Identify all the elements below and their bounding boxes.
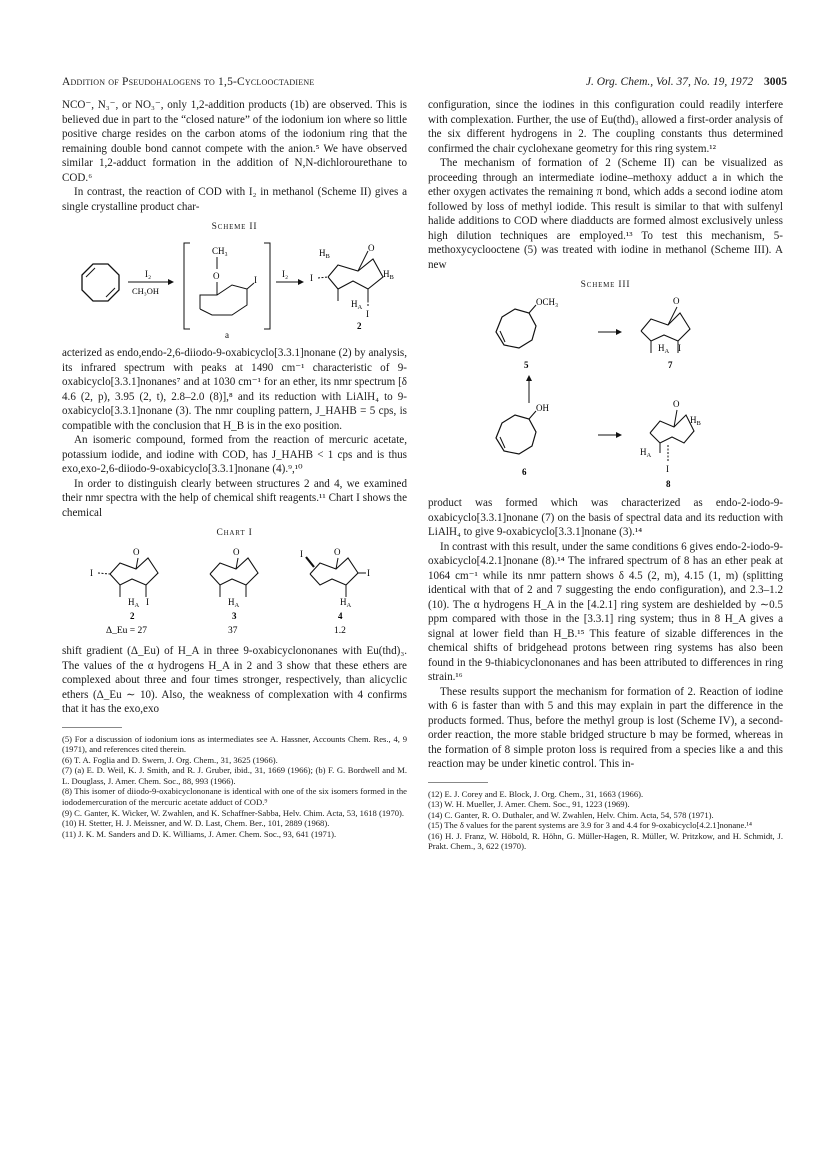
scheme-ii <box>62 220 407 340</box>
shift-value: Δ_Eu = 27 <box>106 625 148 636</box>
footnote: (9) C. Ganter, K. Wicker, W. Zwahlen, and K. Schaffner-Sabba, Helv. Chim. Acta, 53, 1618 (1970). <box>62 807 405 818</box>
arrow-head <box>616 432 622 438</box>
methoxy-label: OCH₃ <box>536 296 559 307</box>
bicyclic-frame <box>110 558 158 585</box>
iodine-label: I <box>300 548 303 559</box>
bracket-left <box>184 243 190 329</box>
footnote: (11) J. K. M. Sanders and D. K. Williams, J. Amer. Chem. Soc., 93, 641 (1971). <box>62 828 337 839</box>
ha-label: $H_A$ <box>351 298 363 311</box>
iodine-label: I <box>678 342 681 353</box>
footnote: (8) This isomer of diiodo-9-oxabicyclononane is identical with one of the six isomers formed in the iododemercuration of the mercuric acetate adduct of COD.⁹ <box>62 786 407 808</box>
compound-number: 6 <box>522 466 527 477</box>
chart-i-drawing <box>62 543 407 639</box>
scheme-title: Scheme II <box>211 222 258 232</box>
oxygen-label: O <box>673 398 680 409</box>
paragraph: These results support the mechanism for formation of 2. Reaction of iodine with 6 is faster than with 5 and this may explain in part the difference in the products formed. Thus, before the methyl group is lost (Scheme IV), a second-order reaction, the more stable bridged structure b may be formed, whereas in the formation of 8 simple proton loss is required from a species like a and this reaction may be under kinetic control. This in- <box>428 685 783 770</box>
scheme-ii-drawing <box>62 237 407 342</box>
structure-3 <box>210 547 258 636</box>
compound-number: 7 <box>668 359 673 370</box>
bicyclic-frame <box>328 259 383 289</box>
footnote: (7) (a) E. D. Weil, K. J. Smith, and R. J. Gruber, ibid., 31, 1669 (1966); (b) F. G. Bordwell and M. L. Douglass, J. Amer. Chem. Soc., 88, 993 (1966). <box>62 765 407 786</box>
structure-2 <box>90 547 158 636</box>
compound-number: 2 <box>357 320 362 331</box>
paragraph: In contrast with this result, under the same conditions 6 gives endo-2-iodo-9-oxabicyclo[4.2.1]nonane (8).¹⁴ The infrared spectrum of 8 has an ether peak at 1064 cm⁻¹ while its nmr pattern shows δ 4.5 (2, m), 4.15 (1, m) (splitting identical with that of 2 and 7 suggesting the endo configuration), and 2.3–1.2 (10). The α hydrogens H_A in the [4.2.1] ring system are deshielded by ∼0.5 ppm compared with those in the [3.3.1] ring system; thus in 8 H_A gives a signal at lower field than H_B.¹⁵ This feature of sizable differences in the chemical shifts of bridgehead protons between ring systems has also been found in the 9-thiabicyclononanes and has been attributed to differences in ring strain.¹⁶ <box>428 540 783 683</box>
bicyclic-frame <box>310 558 358 585</box>
ha-label: $H_A$ <box>340 596 352 609</box>
footnote: (15) The δ values for the parent systems are 3.9 for 3 and 4.4 for 9-oxabicyclo[4.2.1]nonane.¹⁴ <box>428 820 752 831</box>
bond <box>529 411 536 419</box>
footnotes <box>62 734 407 840</box>
compound-number: 4 <box>338 610 343 621</box>
iodine-label: I <box>666 463 669 474</box>
paragraph: shift gradient (Δ_Eu) of H_A in three 9-oxabicyclononanes with Eu(thd)₃. The values of the α hydrogens H_A in 2 and 3 show that these ethers are complexed about three and four times stronger, respectively, than alicyclic ethers (Δ_Eu ∼ 10). Also, the weakness of complexation with 4 confirms that it has the exo,exo <box>62 645 407 715</box>
oxygen-label: O <box>213 270 220 281</box>
ring-bonds <box>200 285 247 315</box>
ha-label: $H_A$ <box>640 446 652 459</box>
arrow-head <box>168 279 174 285</box>
iodine-label: I <box>366 308 369 319</box>
iodine-label: I <box>90 567 93 578</box>
journal-citation <box>586 76 787 88</box>
hydroxy-label: OH <box>536 402 549 413</box>
reagent-iodine: I₂ <box>282 268 289 279</box>
shift-value: 1.2 <box>334 625 346 636</box>
footnote: (6) T. A. Foglia and D. Swern, J. Org. Chem., 31, 3625 (1966). <box>62 754 278 765</box>
chart-i <box>62 526 407 638</box>
ha-label: $H_A$ <box>228 596 240 609</box>
hashed-bond <box>98 573 110 574</box>
bicyclic-frame <box>641 313 690 341</box>
right-column <box>428 98 783 852</box>
structure-4 <box>300 547 370 636</box>
arrow-head <box>298 279 304 285</box>
page-number: 3005 <box>764 76 787 88</box>
bond <box>247 283 254 289</box>
arrow-head <box>526 375 532 381</box>
footnote: (5) For a discussion of iodonium ions as intermediates see A. Hassner, Accounts Chem. Res., 4, 9 (1971), and references cited therein. <box>62 733 407 755</box>
compound-number: 2 <box>130 610 135 621</box>
bond <box>529 305 536 313</box>
oxygen-label: O <box>673 295 680 306</box>
cyclooctadiene-ring <box>82 264 119 301</box>
scheme-iii <box>428 278 783 490</box>
bicyclic-frame <box>650 415 694 443</box>
footnote: (13) W. H. Mueller, J. Amer. Chem. Soc., 91, 1223 (1969). <box>428 799 630 810</box>
cyclooctene-ring <box>496 415 536 454</box>
paragraph: product was formed which was characterized as endo-2-iodo-9-oxabicyclo[3.3.1]nonane (7) on the basis of spectral data and its reduction with LiAlH₄ to give 9-oxabicyclo[3.3.1]nonane (3).¹⁴ <box>428 497 783 538</box>
reagent-iodine: I₂ <box>145 268 152 279</box>
iodine-label: I <box>310 272 313 283</box>
paragraph: The mechanism of formation of 2 (Scheme II) can be visualized as proceeding through an intermediate iodine–methoxy adduct a in which the ether oxygen activates the remaining π bond, which adds a second iodine atom followed by loss of methyl iodide. This result is similar to that with sulfenyl halide additions to COD where diadducts are formed almost exclusively unless high dilution techniques are employed.¹³ To test this mechanism, 5-methoxycyclooctene (5) was treated with iodine in methanol (Scheme III). A new <box>428 157 783 271</box>
bracket-right <box>264 243 270 329</box>
oxygen-label: O <box>133 546 140 557</box>
ha-label: $H_A$ <box>128 596 140 609</box>
methyl-label: CH₃ <box>212 245 228 256</box>
footnote-rule <box>428 782 488 783</box>
running-head: Addition of Pseudohalogens to 1,5-Cyclooctadiene <box>62 76 315 88</box>
footnote: (12) E. J. Corey and E. Block, J. Org. Chem., 31, 1663 (1966). <box>428 788 644 799</box>
hb-label: $H_B$ <box>319 247 330 260</box>
bridge <box>668 307 677 325</box>
iodine-label: I <box>254 274 257 285</box>
scheme-iii-drawing <box>428 295 783 491</box>
cyclooctene-ring <box>496 309 536 348</box>
compound-number: 8 <box>666 478 671 489</box>
hb-label: $H_B$ <box>690 414 701 427</box>
paragraph: In contrast, the reaction of COD with I₂ in methanol (Scheme II) gives a single crystalline product char- <box>62 186 407 213</box>
hashed-bond <box>318 277 328 278</box>
shift-value: 37 <box>228 625 238 636</box>
footnote-rule <box>62 727 122 728</box>
footnotes <box>428 789 783 853</box>
arrow-head <box>616 329 622 335</box>
compound-number: 5 <box>524 359 529 370</box>
bridge <box>358 251 368 271</box>
paragraph: An isomeric compound, formed from the reaction of mercuric acetate, potassium iodide, and iodine with COD, has J_HAHB < 1 cps and is thus exo,exo-2,6-diiodo-9-oxabicyclo[3.3.1]nonane (4).⁹,¹⁰ <box>62 434 407 475</box>
paragraph: In order to distinguish clearly between structures 2 and 4, we examined their nmr spectra with the help of chemical shift reagents.¹¹ Chart I shows the chemical <box>62 477 407 519</box>
oxygen-label: O <box>233 546 240 557</box>
footnote: (10) H. Stetter, H. J. Meissner, and W. D. Last, Chem. Ber., 101, 2889 (1968). <box>62 818 330 829</box>
wedge-bond <box>306 557 314 567</box>
oxygen-label: O <box>334 546 341 557</box>
journal-info: J. Org. Chem., Vol. 37, No. 19, 1972 <box>585 76 754 88</box>
footnote: (16) H. J. Franz, W. Höbold, R. Höhn, G. Müller-Hagen, R. Müller, W. Pritzkow, and H. Schmidt, J. Prakt. Chem., 3, 622 (1970). <box>428 830 783 852</box>
intermediate-label: a <box>225 329 229 340</box>
paragraph: acterized as endo,endo-2,6-diiodo-9-oxabicyclo[3.3.1]nonane (2) by analysis, its infrared spectrum with peaks at 1490 cm⁻¹ characteristic of 9-oxabicyclo[3.3.1]nonanes⁷ and at 1030 cm⁻¹ for an ether, its nmr spectrum [δ 4.6 (2, p), 3.95 (2, t), 2.8–2.0 (8)],⁸ and its reduction with LiAlH₄ to 9-oxabicyclo[3.3.1]nonane (3). The nmr coupling pattern, J_HAHB = 5 cps, is compatible with the conclusion that H_B is in the exo position. <box>62 347 407 432</box>
ha-label: $H_A$ <box>658 342 670 355</box>
oxygen-label: O <box>368 242 375 253</box>
bicyclic-frame <box>210 558 258 585</box>
scheme-title: Scheme III <box>580 280 631 290</box>
iodine-label: I <box>146 596 149 607</box>
reagent-methanol: CH₃OH <box>132 285 160 296</box>
hb-label: $H_B$ <box>383 268 394 281</box>
left-column <box>62 98 407 839</box>
iodine-label: I <box>367 567 370 578</box>
footnote: (14) C. Ganter, R. O. Duthaler, and W. Zwahlen, Helv. Chim. Acta, 54, 578 (1971). <box>428 809 714 820</box>
paragraph: NCO⁻, N₃⁻, or NO₃⁻, only 1,2-addition products (1b) are observed. This is believed due in part to the “closed nature” of the iodonium ion where so little positive charge resides on the carbon atoms of the iodonium ring that the remaining double bond cannot compete with the anion.⁵ We have observed similar 1,2-adduct formation in the addition of N,N-dichlorourethane to COD.⁶ <box>62 99 407 184</box>
chart-title: Chart I <box>216 528 253 538</box>
paragraph: configuration, since the iodines in this configuration could readily interfere with complexation. Further, the use of Eu(thd)₃ allowed a first-order analysis of the six different hydrogens in 2. The coupling constants thus determined confirmed the chair cyclohexane geometry for this ring system.¹² <box>428 99 783 155</box>
compound-number: 3 <box>232 610 237 621</box>
